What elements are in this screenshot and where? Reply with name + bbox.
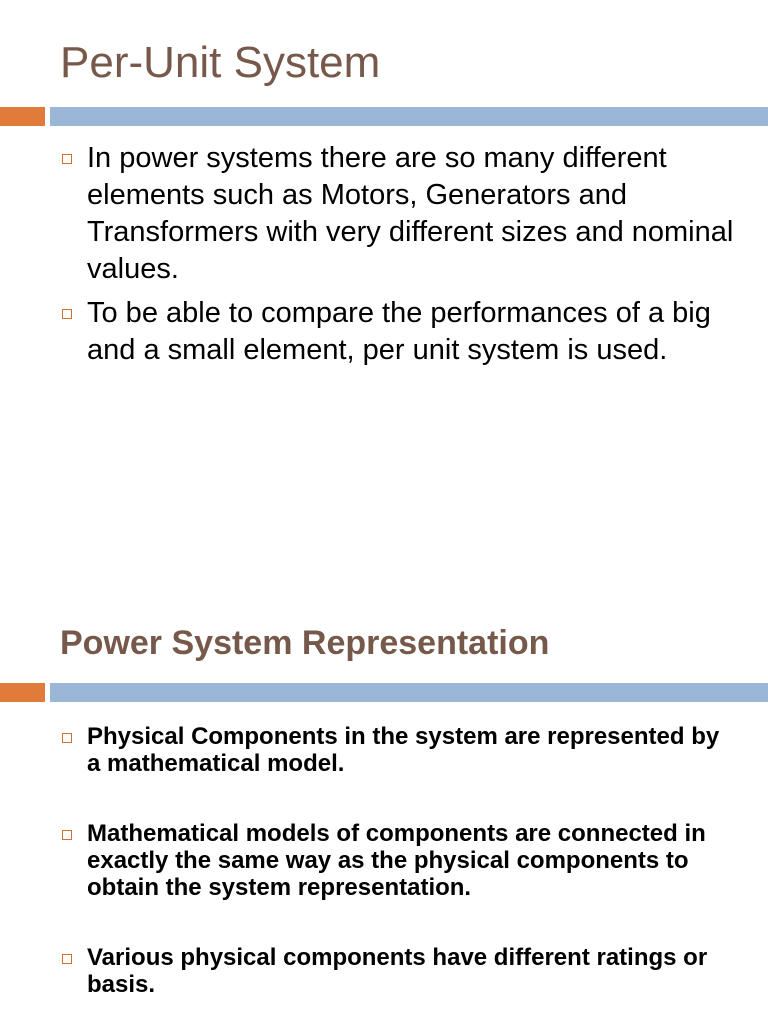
bullet-item [0,295,768,369]
square-bullet-icon [62,830,72,840]
slide-title: Per-Unit System [60,38,381,87]
bullet-text: In power systems there are so many different elements such as Motors, Generators and Transformers with very different sizes and nominal values. [87,142,734,285]
bullet-item [0,944,768,998]
bullet-item [0,820,768,901]
square-bullet-icon [62,309,72,319]
square-bullet-icon [62,154,72,164]
slide-power-system-representation [0,560,768,1024]
title-rule-bar [50,683,768,702]
slide-title: Power System Representation [60,624,550,662]
square-bullet-icon [62,733,72,743]
title-rule-bar [50,107,768,126]
bullet-item [0,723,768,777]
bullet-text: Mathematical models of components are connected in exactly the same way as the physical components to obtain the system representation. [87,820,706,901]
title-accent-bar [0,683,45,702]
title-accent-bar [0,107,45,126]
square-bullet-icon [62,954,72,964]
bullet-text: Physical Components in the system are represented by a mathematical model. [87,723,720,777]
bullet-text: Various physical components have different ratings or basis. [87,944,708,998]
bullet-list [0,140,768,376]
bullet-text: To be able to compare the performances of a big and a small element, per unit system is used. [87,297,711,366]
bullet-list [0,723,768,1024]
bullet-item [0,140,768,288]
